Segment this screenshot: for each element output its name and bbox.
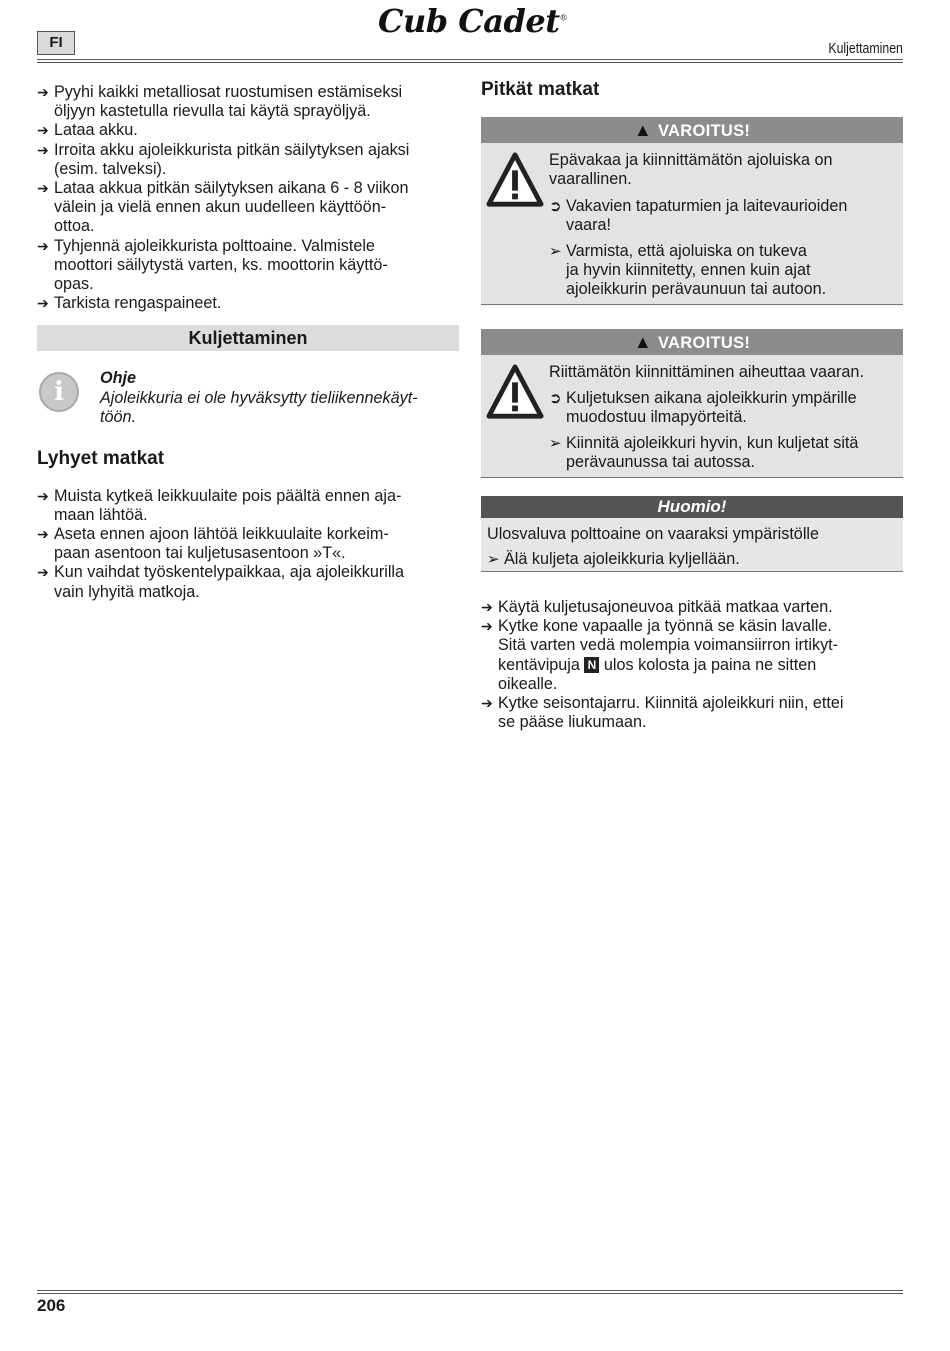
notice-label: Huomio! [481,496,903,518]
warning-intro: Epävakaa ja kiinnittämätön ajoluiska on vaarallinen. [549,151,833,189]
registered-mark: ® [559,13,567,23]
footer-rule [37,1290,903,1291]
brand-name: Cub Cadet [378,2,560,40]
arrow-right-icon: ➔ [481,618,493,635]
header-rule-2 [37,62,903,63]
warning-box [481,117,903,304]
arrow-right-icon: ➔ [481,695,493,712]
notice-text: Ulosvaluva polttoaine on vaaraksi ympäristölle [487,524,820,543]
warning-consequence: ➲ Vakavien tapaturmien ja laitevaurioiden vaara! [549,196,848,234]
language-badge: FI [37,31,75,55]
warning-action: ➢ Varmista, että ajoluiska on tukeva ja hyvin kiinnitetty, ennen kuin ajat ajoleikkurin perävaunuun tai autoon. [549,242,827,299]
warning-consequence: ➲ Kuljetuksen aikana ajoleikkurin ympärille muodostuu ilmapyörteitä. [549,388,857,427]
storage-list [37,83,459,313]
list-item: ➔ Muista kytkeä leikkuulaite pois päältä ennen aja- maan lähtöä. [37,486,402,524]
info-note [37,365,459,429]
list-item: ➔ Irroita akku ajoleikkurista pitkän säilytyksen ajaksi (esim. talveksi). [37,140,410,178]
note-line: töön. [100,407,137,426]
arrow-right-icon: ➔ [37,237,49,254]
notice-box [481,496,903,572]
action-arrowhead-icon: ➢ [549,243,562,261]
arrow-right-icon: ➔ [37,526,49,543]
list-item: ➔ Tyhjennä ajoleikkurista polttoaine. Valmistele moottori säilytystä varten, ks. moottorin käyttö- opas. [37,236,388,294]
list-item: ➔ Kun vaihdat työskentelypaikkaa, aja ajoleikkurilla vain lyhyitä matkoja. [37,563,405,601]
warning-icon: ▲ [633,331,652,352]
hazard-triangle-icon [486,363,544,421]
list-item: ➔ Kytke kone vapaalle ja työnnä se käsin lavalle. Sitä varten vedä molempia voimansiirron irtikyt- kentävipuja N ulos kolosta ja paina ne sitten oikealle. [481,617,839,693]
list-item: ➔ Kytke seisontajarru. Kiinnitä ajoleikkuri niin, ettei se pääse liukumaan. [481,694,844,732]
warning-label: VAROITUS! [657,122,751,141]
arrow-right-icon: ➔ [37,141,49,158]
note-line: Ajoleikkuria ei ole hyväksytty tieliikennekäyt- [100,388,418,407]
warning-intro: Riittämätön kiinnittäminen aiheuttaa vaaran. [549,362,864,381]
right-column [481,80,903,732]
warning-action: ➢ Kiinnitä ajoleikkuri hyvin, kun kuljetat sitä perävaunussa tai autossa. [549,434,859,472]
footer-rule-2 [37,1293,903,1294]
list-item: ➔ Käytä kuljetusajoneuvoa pitkää matkaa varten. [481,598,833,617]
brand-logo [378,2,567,40]
header-rule [37,59,903,60]
warning-icon: ▲ [633,120,652,141]
arrow-right-icon: ➔ [37,84,49,100]
section-heading: Kuljettaminen [37,325,459,351]
action-arrowhead-icon: ➢ [487,550,500,568]
subheading-short-trips: Lyhyet matkat [37,448,165,470]
subheading-long-trips: Pitkät matkat [481,79,600,100]
action-arrowhead-icon: ➢ [549,435,562,453]
neutral-n-badge: N [584,657,599,673]
arrow-right-icon: ➔ [37,564,49,581]
note-title: Ohje [100,369,136,388]
arrow-right-icon: ➔ [37,122,49,139]
list-item: ➔ Pyyhi kaikki metalliosat ruostumisen estämiseksi öljyyn kastetulla rievulla tai käytä sprayöljyä. [37,83,403,121]
running-section-title: Kuljettaminen [828,40,903,57]
warning-label: VAROITUS! [657,333,751,352]
consequence-arrow-icon: ➲ [549,389,562,407]
list-item: ➔ Aseta ennen ajoon lähtöä leikkuulaite korkeim- paan asentoon tai kuljetusasentoon »T«. [37,525,389,563]
notice-action: ➢ Älä kuljeta ajoleikkuria kyljellään. [487,549,740,568]
arrow-right-icon: ➔ [37,180,49,197]
list-item: ➔ Lataa akkua pitkän säilytyksen aikana 6 - 8 viikon välein ja vielä ennen akun uudelleen käyttöön- ottoa. [37,179,409,236]
left-column [37,83,459,602]
list-item: ➔ Lataa akku. [37,121,138,140]
hazard-triangle-icon [486,151,544,209]
arrow-right-icon: ➔ [37,295,49,312]
short-trips-list [37,487,459,602]
page-number: 206 [37,1296,66,1315]
arrow-right-icon: ➔ [37,487,49,504]
warning-box [481,329,903,478]
arrow-right-icon: ➔ [481,599,493,616]
consequence-arrow-icon: ➲ [549,197,562,215]
list-item: ➔ Tarkista rengaspaineet. [37,294,222,313]
info-icon: i [39,372,79,412]
long-trips-list [481,598,903,732]
